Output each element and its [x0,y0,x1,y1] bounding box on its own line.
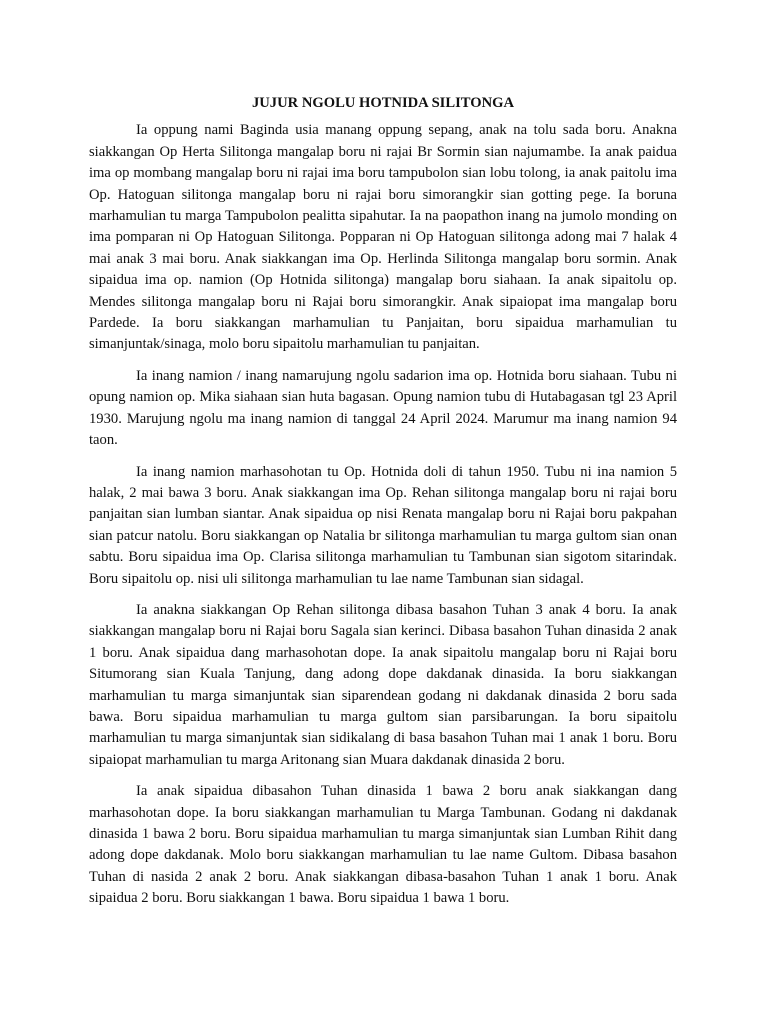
paragraph-3: Ia inang namion marhasohotan tu Op. Hotnida doli di tahun 1950. Tubu ni ina namion 5 halak, 2 mai bawa 3 boru. Anak siakkangan ima Op. Rehan silitonga mangalap boru ni rajai boru panjaitan sian lumban siantar. Anak sipaidua op nisi Renata mangalap boru ni Rajai boru pakpahan sian patcur natolu. Boru siakkangan op Natalia br silitonga marhamulian tu marga gultom sian onan sabtu. Boru sipaidua ima Op. Clarisa silitonga marhamulian tu Tambunan sian sigotom sitarindak. Boru sipaitolu op. nisi uli silitonga marhamulian tu lae name Tambunan sian sidagal. [89,463,677,587]
paragraph-5: Ia anak sipaidua dibasahon Tuhan dinasida 1 bawa 2 boru anak siakkangan dang marhasohotan dope. Ia boru siakkangan marhamulian tu Marga Tambunan. Godang ni dakdanak dinasida 1 bawa 2 boru. Boru sipaidua marhamulian tu marga simanjuntak sian Lumban Rihit dang adong dope dakdanak. Molo boru siakkangan marhamulian tu lae name Gultom. Dibasa basahon Tuhan di nasida 2 anak 2 boru. Anak siakkangan dibasa-basahon Tuhan 1 anak 1 boru. Anak sipaidua 2 boru. Boru siakkangan 1 bawa. Boru sipaidua 1 bawa 1 boru. [89,783,677,907]
paragraph-1: Ia oppung nami Baginda usia manang oppung sepang, anak na tolu sada boru. Anakna siakkangan Op Herta Silitonga mangalap boru ni rajai Br Sormin sian najumambe. Ia anak paidua ima op mombang mangalap boru ni rajai ima boru tampubolon sian lobu tolong, ia anak paitolu ima Op. Hatoguan silitonga mangalap boru ni rajai boru simorangkir sian gotting pege. Ia boruna marhamulian tu marga Tampubolon pealitta sipahutar. Ia na paopathon inang na jumolo monding on ima pomparan ni Op Hatoguan Silitonga. Popparan ni Op Hatoguan silitonga adong mai 7 halak 4 mai anak 3 mai boru. Anak siakkangan ima Op. Herlinda Silitonga mangalap boru sormin. Anak sipaidua ima op. namion (Op Hotnida silitonga) mangalap boru siahaan. Ia anak sipaitolu op. Mendes silitonga mangalap boru ni Rajai boru simorangkir. Anak sipaiopat ima mangalap boru Pardede. Ia boru siakkangan marhamulian tu Panjaitan, boru sipaidua marhamulian tu simanjuntak/sinaga, molo boru sipaitolu marhamulian tu panjaitan. [89,122,677,353]
document-title: JUJUR NGOLU HOTNIDA SILITONGA [251,95,515,111]
document-body [89,93,677,920]
paragraph-2: Ia inang namion / inang namarujung ngolu sadarion ima op. Hotnida boru siahaan. Tubu ni opung namion op. Mika siahaan sian huta bagasan. Opung namion tubu di Hutabagasan tgl 23 April 1930. Marujung ngolu ma inang namion di tanggal 24 April 2024. Marumur ma inang namion 94 taon. [89,367,677,449]
paragraph-4: Ia anakna siakkangan Op Rehan silitonga dibasa basahon Tuhan 3 anak 4 boru. Ia anak siakkangan mangalap boru ni Rajai boru Sagala sian kerinci. Dibasa basahon Tuhan dinasida 2 anak 1 boru. Anak sipaidua dang marhasohotan dope. Ia anak sipaitolu mangalap boru ni Rajai boru Situmorang sian Kuala Tanjung, dang adong dope dakdanak dinasida. Ia boru siakkangan marhamulian tu marga simanjuntak sian siparendean godang ni dakdanak dinasida 2 boru sada bawa. Boru sipaidua marhamulian tu marga gultom sian parsibarungan. Ia boru sipaitolu marhamulian tu marga simanjuntak sian sidikalang di basa basahon Tuhan mai 1 anak 1 boru. Boru sipaiopat marhamulian tu marga Aritonang sian Muara dakdanak dinasida 2 boru. [89,601,677,768]
